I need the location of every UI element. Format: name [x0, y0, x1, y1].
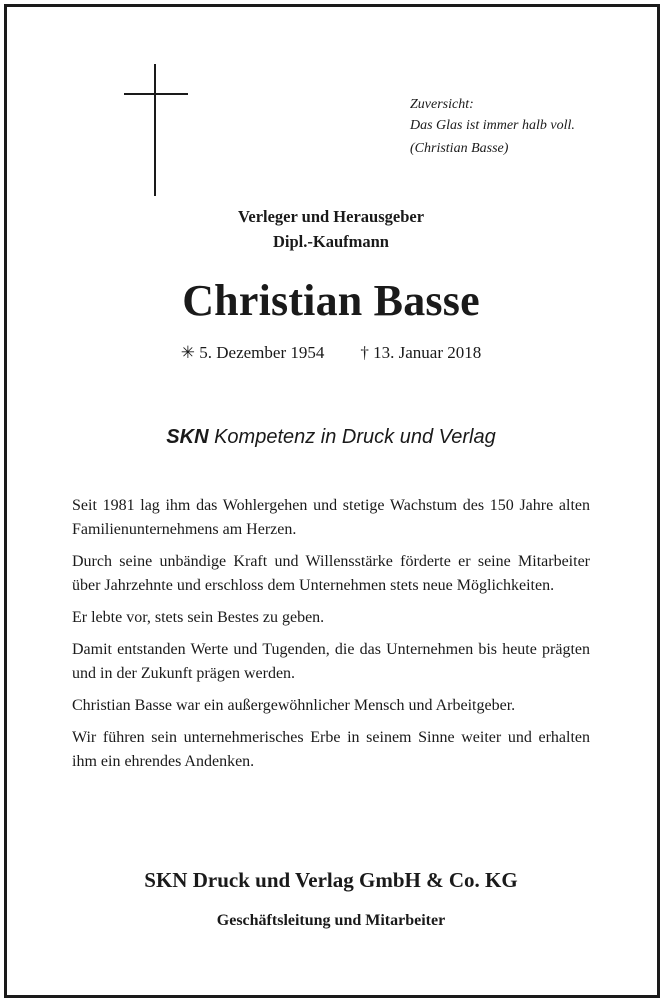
life-dates: [0, 343, 662, 363]
quote: [410, 94, 650, 159]
paragraph: Seit 1981 lag ihm das Wohlergehen und stetige Wachstum des 150 Jahre alten Familienunternehmens am Herzen.: [72, 497, 590, 538]
paragraph: Christian Basse war ein außergewöhnlicher Mensch und Arbeitgeber.: [72, 697, 516, 714]
tribute-text: [72, 494, 590, 782]
deceased-name: Christian Basse: [182, 276, 480, 325]
quote-line-1: Zuversicht:: [410, 97, 474, 112]
slogan-brand: SKN: [166, 426, 209, 448]
slogan-text: Kompetenz in Druck und Verlag: [214, 426, 496, 448]
role-degree: Dipl.-Kaufmann: [273, 232, 389, 251]
role-publisher: Verleger und Herausgeber: [237, 207, 425, 226]
paragraph: Damit entstanden Werte und Tugenden, die das Unternehmen bis heute prägten und in der Zukunft prägen werden.: [72, 641, 590, 682]
cross-icon: [124, 64, 188, 196]
quote-attribution: (Christian Basse): [410, 141, 509, 156]
paragraph: Durch seine unbändige Kraft und Willensstärke förderte er seine Mitarbeiter über Jahrzehnte und erschloss dem Unternehmen stets neue Möglichkeiten.: [72, 553, 590, 594]
paragraph: Er lebte vor, stets sein Bestes zu geben.: [72, 609, 325, 626]
quote-line-2: Das Glas ist immer halb voll.: [410, 118, 575, 133]
company-slogan: [0, 426, 662, 449]
signers: Geschäftsleitung und Mitarbeiter: [216, 912, 446, 929]
company-name: SKN Druck und Verlag GmbH & Co. KG: [144, 868, 518, 892]
death-date: † 13. Januar 2018: [360, 343, 482, 362]
birth-date: ✳ 5. Dezember 1954: [180, 343, 325, 362]
paragraph: Wir führen sein unternehmerisches Erbe in seinem Sinne weiter und erhalten ihm ein ehrendes Andenken.: [72, 729, 590, 770]
